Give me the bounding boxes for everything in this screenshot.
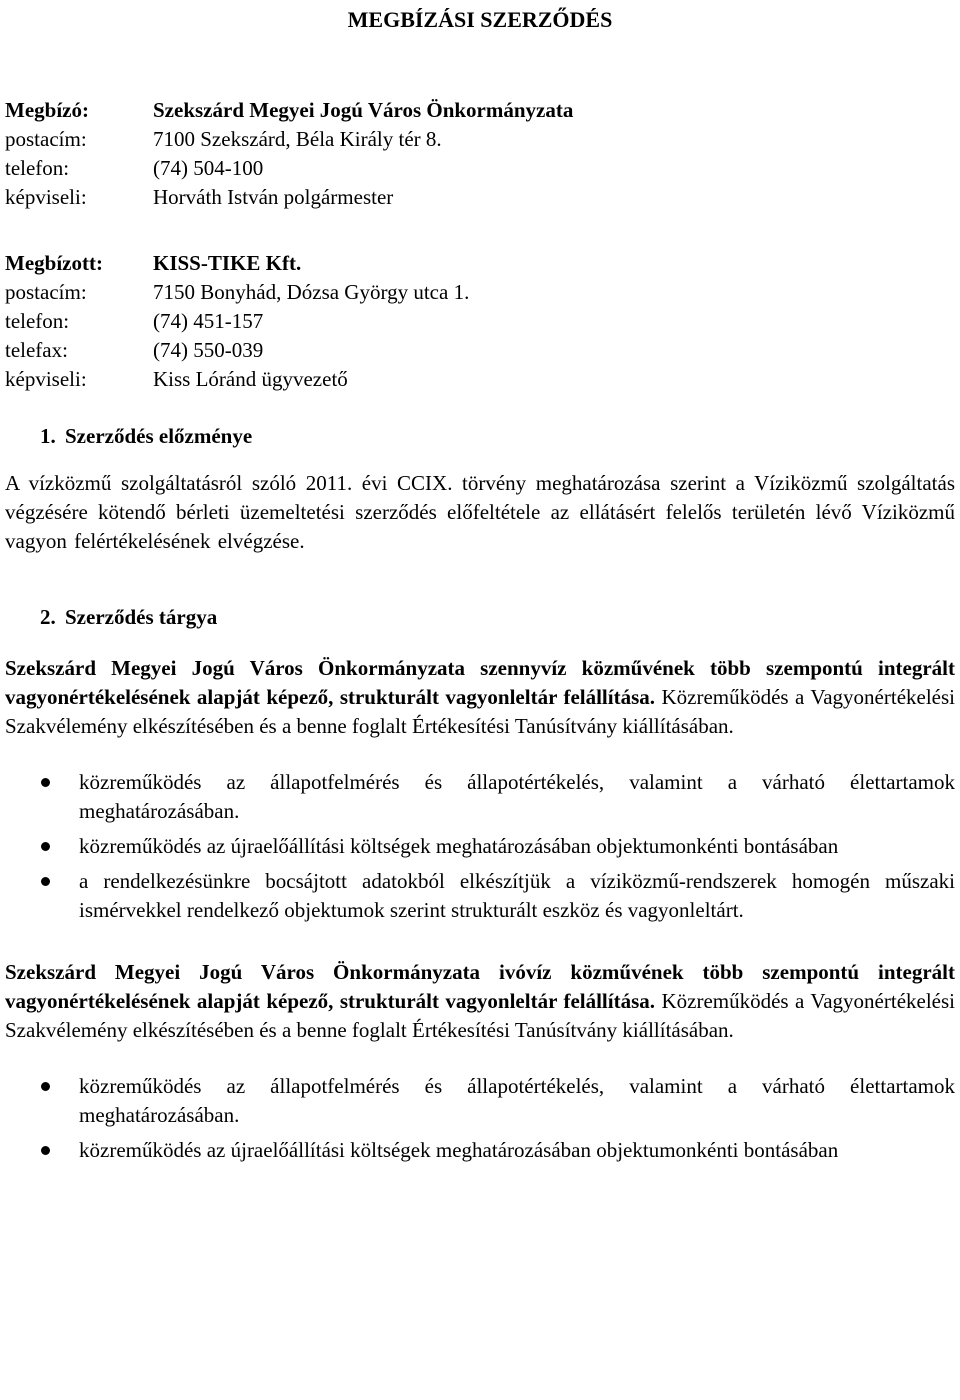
section-number: 1. [40,424,56,448]
subject-text: Közreműködés a Vagyonértékelési Szakvélemény elkészítésében és a benne foglalt Értékesítési Tanúsítvány kiállításában. [5,989,956,1042]
bullet-icon [41,842,50,851]
contractor-row [5,249,955,278]
list-item-text: a rendelkezésünkre bocsájtott adatokból elkészítjük a víziközmű-rendszerek homogén műszaki ismérvekkel rendelkező objektumok szerint strukturált eszköz és vagyonleltárt. [79,869,955,922]
phone-label: telefon: [5,156,70,180]
list-item-text: közreműködés az újraelőállítási költségek meghatározásában objektumonkénti bontásában [79,1138,839,1162]
section-title: Szerződés tárgya [65,605,218,629]
section-2-heading [5,603,955,632]
contractor-representative-row [5,365,955,394]
client-name: Szekszárd Megyei Jogú Város Önkormányzata [153,98,574,122]
contractor-address-row [5,278,955,307]
contractor-block [5,249,955,394]
address-value: 7150 Bonyhád, Dózsa György utca 1. [153,280,470,304]
contractor-phone-row [5,307,955,336]
representative-value: Horváth István polgármester [153,185,394,209]
address-value: 7100 Szekszárd, Béla Király tér 8. [153,127,442,151]
bullet-icon [41,1082,50,1091]
section-title: Szerződés előzménye [65,424,253,448]
fax-value: (74) 550-039 [153,338,264,362]
client-row [5,96,955,125]
bullet-list-drinking-water [5,1072,955,1165]
address-label: postacím: [5,127,87,151]
representative-label: képviseli: [5,185,87,209]
section-1-paragraph: A vízközmű szolgáltatásról szóló 2011. évi CCIX. törvény meghatározása szerint a Víziközmű szolgáltatás végzésére kötendő bérleti üzemeltetési szerződés előfeltétele az ellátásért felelős területén lévő Víziközmű vagyon felértékelésének elvégzése. [5,471,955,553]
subject-paragraph-sewage [5,654,955,741]
document-page [5,0,955,1171]
fax-label: telefax: [5,338,68,362]
list-item-text: közreműködés az újraelőállítási költségek meghatározásában objektumonkénti bontásában [79,834,839,858]
subject-text: Közreműködés a Vagyonértékelési Szakvélemény elkészítésében és a benne foglalt Értékesítési Tanúsítvány kiállításában. [5,685,956,738]
bullet-icon [41,778,50,787]
client-block [5,96,955,212]
list-item-text: közreműködés az állapotfelmérés és állapotértékelés, valamint a várható élettartamok meghatározásában. [79,770,955,823]
client-representative-row [5,183,955,212]
list-item [5,768,955,826]
subject-paragraph-drinking-water [5,958,955,1045]
bullet-list-sewage [5,768,955,925]
list-item [5,867,955,925]
list-item [5,1136,955,1165]
contractor-label: Megbízott: [5,251,103,275]
section-number: 2. [40,605,56,629]
contractor-name: KISS-TIKE Kft. [153,251,302,275]
list-item [5,832,955,861]
contractor-fax-row [5,336,955,365]
document-title: MEGBÍZÁSI SZERZŐDÉS [347,7,613,32]
address-label: postacím: [5,280,87,304]
phone-value: (74) 451-157 [153,309,264,333]
subject-bold-text: Szekszárd Megyei Jogú Város Önkormányzata ivóvíz közművének több szempontú integrált vagyonértékelésének alapját képező, strukturált vagyonleltár felállítása. [5,960,955,1013]
bullet-icon [41,877,50,886]
list-item [5,1072,955,1130]
phone-label: telefon: [5,309,70,333]
subject-bold-text: Szekszárd Megyei Jogú Város Önkormányzata szennyvíz közművének több szempontú integrált vagyonértékelésének alapját képező, strukturált vagyonleltár felállítása. [5,656,955,709]
client-address-row [5,125,955,154]
representative-label: képviseli: [5,367,87,391]
client-phone-row [5,154,955,183]
list-item-text: közreműködés az állapotfelmérés és állapotértékelés, valamint a várható élettartamok meghatározásában. [79,1074,955,1127]
phone-value: (74) 504-100 [153,156,264,180]
representative-value: Kiss Lóránd ügyvezető [153,367,348,391]
client-label: Megbízó: [5,98,89,122]
bullet-icon [41,1146,50,1155]
section-1-heading [5,422,955,451]
